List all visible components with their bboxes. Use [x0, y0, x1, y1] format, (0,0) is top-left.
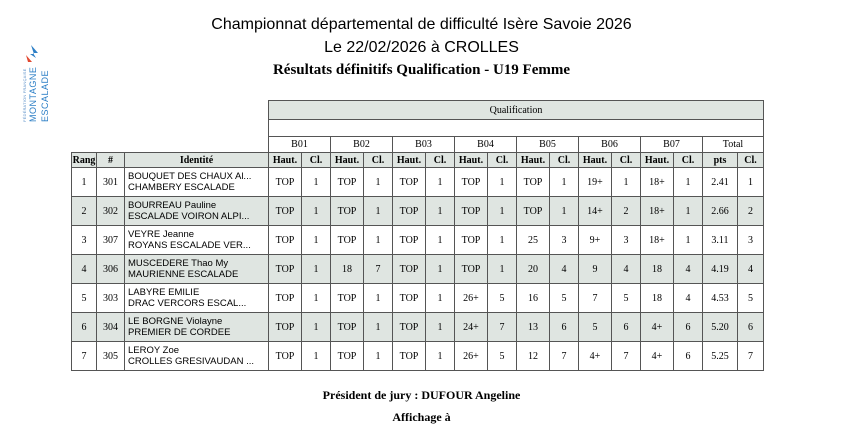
bib-cell: 302 [97, 197, 125, 226]
block-rank-cell: 2 [612, 197, 641, 226]
height-cell: TOP [393, 255, 426, 284]
height-cell: TOP [517, 197, 550, 226]
logo-escalade-text: ESCALADE [40, 69, 50, 122]
rank-subheader: Cl. [612, 153, 641, 168]
table-row [72, 197, 764, 226]
col-num-header: # [97, 153, 125, 168]
total-header: Total [703, 137, 764, 153]
block-rank-cell: 1 [674, 226, 703, 255]
height-cell: 12 [517, 342, 550, 371]
bib-cell: 306 [97, 255, 125, 284]
height-subheader: Haut. [455, 153, 488, 168]
height-cell: 25 [517, 226, 550, 255]
height-cell: TOP [331, 197, 364, 226]
points-subheader: pts [703, 153, 738, 168]
height-cell: TOP [331, 284, 364, 313]
height-subheader: Haut. [517, 153, 550, 168]
block-rank-cell: 4 [612, 255, 641, 284]
block-rank-cell: 3 [550, 226, 579, 255]
height-cell: TOP [393, 226, 426, 255]
rank-subheader: Cl. [674, 153, 703, 168]
height-cell: TOP [455, 226, 488, 255]
block-rank-cell: 6 [612, 313, 641, 342]
total-rank-cell: 6 [738, 313, 764, 342]
block-rank-cell: 1 [364, 313, 393, 342]
club-name: CROLLES GRESIVAUDAN ... [128, 356, 254, 367]
points-cell: 5.20 [703, 313, 738, 342]
rank-cell: 6 [72, 313, 97, 342]
block-rank-cell: 1 [426, 168, 455, 197]
height-cell: 24+ [455, 313, 488, 342]
block-rank-cell: 1 [488, 255, 517, 284]
block-rank-cell: 1 [488, 197, 517, 226]
height-cell: 4+ [579, 342, 612, 371]
total-rank-cell: 1 [738, 168, 764, 197]
block-rank-cell: 6 [674, 342, 703, 371]
total-rank-cell: 7 [738, 342, 764, 371]
total-rank-cell: 3 [738, 226, 764, 255]
total-rank-cell: 2 [738, 197, 764, 226]
points-cell: 4.19 [703, 255, 738, 284]
height-cell: 4+ [641, 313, 674, 342]
block-rank-cell: 1 [612, 168, 641, 197]
block-rank-cell: 1 [426, 284, 455, 313]
height-cell: TOP [269, 284, 302, 313]
height-cell: 26+ [455, 342, 488, 371]
block-rank-cell: 1 [674, 197, 703, 226]
points-cell: 5.25 [703, 342, 738, 371]
block-rank-cell: 1 [302, 284, 331, 313]
block-rank-cell: 1 [364, 197, 393, 226]
height-cell: TOP [269, 313, 302, 342]
block-rank-cell: 1 [426, 255, 455, 284]
height-subheader: Haut. [331, 153, 364, 168]
height-cell: 7 [579, 284, 612, 313]
block-rank-cell: 1 [302, 313, 331, 342]
height-cell: 26+ [455, 284, 488, 313]
bib-cell: 307 [97, 226, 125, 255]
height-cell: 18 [641, 284, 674, 313]
height-cell: TOP [393, 342, 426, 371]
rank-subheader: Cl. [426, 153, 455, 168]
rank-subheader: Cl. [488, 153, 517, 168]
block-header: B04 [455, 137, 517, 153]
block-rank-cell: 1 [550, 197, 579, 226]
athlete-name: LEROY Zoe [128, 345, 180, 356]
height-cell: TOP [455, 197, 488, 226]
club-name: ROYANS ESCALADE VER... [128, 240, 251, 251]
club-name: CHAMBERY ESCALADE [128, 182, 235, 193]
block-rank-cell: 1 [364, 284, 393, 313]
height-cell: 18 [641, 255, 674, 284]
header-spacer [269, 120, 764, 137]
logo-federation-text: FÉDÉRATION FRANÇAISE [22, 68, 27, 122]
points-cell: 4.53 [703, 284, 738, 313]
rank-subheader: Cl. [550, 153, 579, 168]
identity-cell [125, 197, 269, 226]
col-identite-header: Identité [125, 153, 269, 168]
club-name: DRAC VERCORS ESCAL... [128, 298, 247, 309]
block-rank-cell: 1 [302, 342, 331, 371]
athlete-name: LABYRE EMILIE [128, 287, 200, 298]
height-cell: TOP [393, 197, 426, 226]
table-row [72, 284, 764, 313]
athlete-name: LE BORGNE Violayne [128, 316, 223, 327]
posting-time: Affichage à [392, 410, 451, 424]
athlete-name: BOURREAU Pauline [128, 200, 217, 211]
rank-cell: 7 [72, 342, 97, 371]
block-rank-cell: 1 [302, 197, 331, 226]
qualification-header: Qualification [269, 101, 764, 120]
height-subheader: Haut. [269, 153, 302, 168]
block-rank-cell: 4 [674, 255, 703, 284]
athlete-name: BOUQUET DES CHAUX Al... [128, 171, 252, 182]
height-cell: TOP [393, 313, 426, 342]
height-cell: TOP [393, 284, 426, 313]
height-cell: 4+ [641, 342, 674, 371]
jury-president: Président de jury : DUFOUR Angeline [322, 388, 521, 402]
height-cell: TOP [331, 168, 364, 197]
bib-cell: 305 [97, 342, 125, 371]
block-rank-cell: 1 [364, 342, 393, 371]
results-subtitle: Résultats définitifs Qualification - U19 Femme [272, 62, 571, 78]
points-cell: 3.11 [703, 226, 738, 255]
height-cell: 18 [331, 255, 364, 284]
height-cell: TOP [269, 342, 302, 371]
height-cell: 18+ [641, 197, 674, 226]
table-row [72, 342, 764, 371]
block-header: B07 [641, 137, 703, 153]
block-rank-cell: 1 [364, 226, 393, 255]
rank-cell: 4 [72, 255, 97, 284]
block-rank-cell: 4 [550, 255, 579, 284]
height-cell: TOP [331, 313, 364, 342]
height-cell: TOP [331, 342, 364, 371]
height-subheader: Haut. [641, 153, 674, 168]
block-rank-cell: 1 [426, 197, 455, 226]
block-rank-cell: 1 [302, 226, 331, 255]
height-cell: TOP [393, 168, 426, 197]
block-header: B02 [331, 137, 393, 153]
height-cell: 9 [579, 255, 612, 284]
height-cell: 13 [517, 313, 550, 342]
block-rank-cell: 1 [488, 226, 517, 255]
height-cell: TOP [455, 255, 488, 284]
total-rank-cell: 4 [738, 255, 764, 284]
club-name: PREMIER DE CORDEE [128, 327, 231, 338]
block-rank-cell: 1 [364, 168, 393, 197]
height-cell: 18+ [641, 168, 674, 197]
bib-cell: 304 [97, 313, 125, 342]
results-table [71, 100, 764, 371]
points-cell: 2.41 [703, 168, 738, 197]
table-row [72, 168, 764, 197]
athlete-name: VEYRE Jeanne [128, 229, 195, 240]
block-rank-cell: 1 [488, 168, 517, 197]
club-name: MAURIENNE ESCALADE [128, 269, 239, 280]
table-row [72, 226, 764, 255]
block-header: B03 [393, 137, 455, 153]
rank-cell: 2 [72, 197, 97, 226]
block-rank-cell: 1 [550, 168, 579, 197]
rank-cell: 1 [72, 168, 97, 197]
block-rank-cell: 1 [302, 255, 331, 284]
height-cell: TOP [517, 168, 550, 197]
block-rank-cell: 1 [302, 168, 331, 197]
col-rang-header: Rang [72, 154, 96, 166]
identity-cell [125, 342, 269, 371]
rank-cell: 3 [72, 226, 97, 255]
height-cell: TOP [269, 255, 302, 284]
block-header: B06 [579, 137, 641, 153]
height-cell: 16 [517, 284, 550, 313]
height-cell: TOP [331, 226, 364, 255]
block-rank-cell: 5 [488, 284, 517, 313]
table-row [72, 255, 764, 284]
identity-cell [125, 313, 269, 342]
block-rank-cell: 3 [612, 226, 641, 255]
block-rank-cell: 5 [612, 284, 641, 313]
block-rank-cell: 6 [674, 313, 703, 342]
height-cell: 19+ [579, 168, 612, 197]
club-name: ESCALADE VOIRON ALPI... [128, 211, 250, 222]
identity-cell [125, 226, 269, 255]
block-header: B05 [517, 137, 579, 153]
block-rank-cell: 7 [612, 342, 641, 371]
height-subheader: Haut. [579, 153, 612, 168]
height-cell: 9+ [579, 226, 612, 255]
block-rank-cell: 1 [426, 342, 455, 371]
rank-subheader: Cl. [302, 153, 331, 168]
event-date: Le 22/02/2026 à CROLLES [324, 39, 519, 56]
points-cell: 2.66 [703, 197, 738, 226]
rank-subheader: Cl. [364, 153, 393, 168]
block-rank-cell: 6 [550, 313, 579, 342]
height-cell: 5 [579, 313, 612, 342]
height-cell: TOP [269, 226, 302, 255]
page-title: Championnat départemental de difficulté Isère Savoie 2026 [211, 16, 632, 33]
block-header: B01 [269, 137, 331, 153]
identity-cell [125, 284, 269, 313]
height-cell: TOP [455, 168, 488, 197]
height-cell: 14+ [579, 197, 612, 226]
block-rank-cell: 1 [674, 168, 703, 197]
logo-montagne-text: MONTAGNE [28, 66, 38, 122]
height-cell: 18+ [641, 226, 674, 255]
total-rank-subheader: Cl. [738, 153, 764, 168]
height-cell: TOP [269, 168, 302, 197]
bib-cell: 301 [97, 168, 125, 197]
block-rank-cell: 1 [426, 226, 455, 255]
height-cell: TOP [269, 197, 302, 226]
height-subheader: Haut. [393, 153, 426, 168]
identity-cell [125, 168, 269, 197]
block-rank-cell: 5 [550, 284, 579, 313]
total-rank-cell: 5 [738, 284, 764, 313]
rank-cell: 5 [72, 284, 97, 313]
block-rank-cell: 1 [426, 313, 455, 342]
block-rank-cell: 7 [488, 313, 517, 342]
height-cell: 20 [517, 255, 550, 284]
table-row [72, 313, 764, 342]
athlete-name: MUSCEDERE Thao My [128, 258, 229, 269]
block-rank-cell: 4 [674, 284, 703, 313]
identity-cell [125, 255, 269, 284]
block-rank-cell: 7 [364, 255, 393, 284]
block-rank-cell: 7 [550, 342, 579, 371]
block-rank-cell: 5 [488, 342, 517, 371]
bib-cell: 303 [97, 284, 125, 313]
